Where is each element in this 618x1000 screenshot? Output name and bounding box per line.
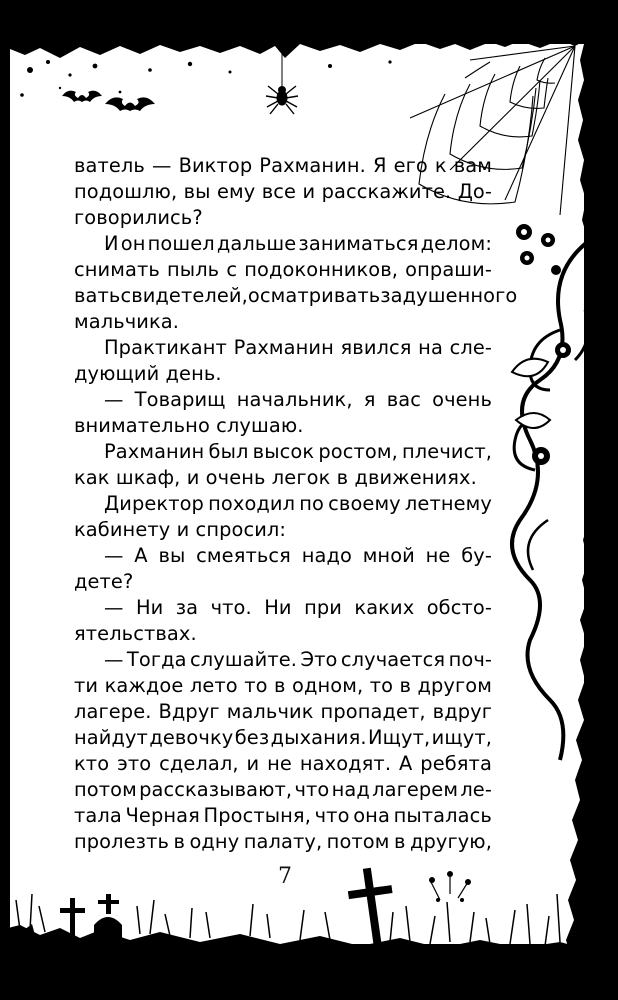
grave-cross-icon (345, 865, 400, 950)
grave-cross-icon (98, 894, 119, 914)
text-line: вать свидетелей, осматривать задушенного (74, 284, 518, 307)
text-line: — Товарищ начальник, я вас очень (104, 388, 492, 411)
bottom-grunge-edge (0, 925, 618, 1000)
text-line: подошлю, вы ему все и расскажите. До- (74, 180, 492, 203)
text-line: дете? (74, 570, 134, 593)
leaf-icon (512, 359, 550, 428)
text-line: внимательно слушаю. (74, 414, 304, 437)
bat-icon (105, 97, 155, 111)
text-line: — Ни за что. Ни при каких обсто- (104, 596, 492, 619)
page-number: 7 (278, 864, 292, 889)
text-line: И он пошел дальше заниматься делом: (104, 232, 492, 255)
text-line: ятельствах. (74, 622, 197, 645)
text-line: потом рассказывают, что над лагерем ле- (74, 778, 492, 801)
right-grunge-edge (566, 40, 618, 1000)
text-line: Директор походил по своему летнему (104, 492, 492, 515)
text-line: снимать пыль с подоконников, опраши- (74, 258, 492, 281)
text-line: найдут девочку без дыхания. Ищут, ищут, (74, 726, 492, 749)
text-line: тала Черная Простыня, что она пыталась (74, 804, 492, 827)
spider-icon (266, 52, 298, 114)
text-line: мальчика. (74, 310, 180, 333)
text-line: кабинету и спросил: (74, 518, 287, 541)
ink-splatter (20, 60, 391, 97)
text-line: Практикант Рахманин явился на сле- (104, 336, 492, 359)
text-line: лагере. Вдруг мальчик пропадет, вдруг (74, 700, 492, 723)
top-grunge-edge (0, 0, 618, 58)
text-line: — А вы смеяться надо мной не бу- (104, 544, 492, 567)
text-line: пролезть в одну палату, потом в другую, (74, 830, 492, 853)
text-line: как шкаф, и очень легок в движениях. (74, 466, 477, 489)
text-line: — Тогда слушайте. Это случается поч- (104, 648, 492, 671)
flower-vine-icon (512, 240, 590, 760)
text-line: говорились? (74, 206, 203, 229)
text-line: ватель — Виктор Рахманин. Я его к вам (74, 154, 492, 177)
tombstone-icon (94, 917, 122, 960)
bat-icon (62, 91, 102, 102)
body-text (74, 153, 518, 855)
text-line: ти каждое лето то в одном, то в другом (74, 674, 492, 697)
text-line: дующий день. (74, 362, 222, 385)
text-line: кто это сделал, и не находят. А ребята (74, 752, 492, 775)
text-line: Рахманин был высок ростом, плечист, (104, 440, 492, 463)
